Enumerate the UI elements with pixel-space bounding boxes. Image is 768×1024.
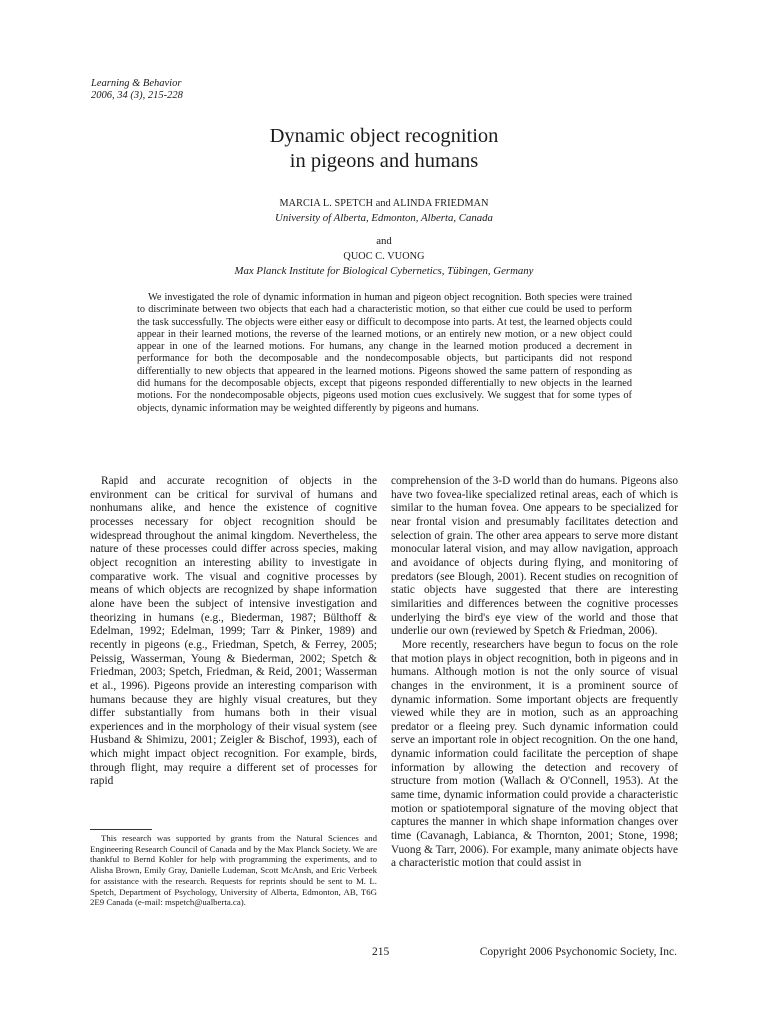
body-paragraph: Rapid and accurate recognition of objects in the environment can be critical for survival of humans and nonhumans alike, and hence the existence of cognitive processes necessary for object recognition should be widespread throughout the animal kingdom. Nevertheless, the nature of these processes could differ across species, making object recognition an interesting ability to investigate in comparative work. The visual and cognitive processes by means of which objects are recognized by shape information alone have been the subject of intensive investigation and theorizing in humans (e.g., Biederman, 1987; Bülthoff & Edelman, 1992; Edelman, 1999; Tarr & Pinker, 1989) and recently in pigeons (e.g., Friedman, Spetch, & Ferrey, 2005; Peissig, Wasserman, Young & Biederman, 2002; Spetch & Friedman, 2003; Spetch, Friedman, & Reid, 2001; Wasserman et al., 1996). Pigeons provide an interesting comparison with humans because they are highly visual creatures, but they differ substantially from humans both in their visual experiences and in the morphology of their visual system (see Husband & Shimizu, 2001; Zeigler & Bischof, 1993), each of which might impact object recognition. For example, birds, through flight, may require a different set of processes for rapid <box>90 475 377 788</box>
body-paragraph: More recently, researchers have begun to focus on the role that motion plays in object recognition, both in pigeons and in humans. Although motion is not the only source of visual changes in the environment, it is a prominent source of dynamic information. Some important objects are frequently viewed while they are in motion, such as an approaching predator or a fleeing prey. Such dynamic information could serve an important role in object recognition. On the one hand, dynamic information could facilitate the perception of shape information by allowing the detection and recovery of structure from motion (Wallach & O'Connell, 1953). At the same time, dynamic information could provide a characteristic motion or spatiotemporal signature of the moving object that captures the manner in which shape information changes over time (Cavanagh, Labianca, & Thornton, 2001; Stone, 1998; Vuong & Tarr, 2006). For example, many animate objects have a characteristic motion that could assist in <box>391 638 678 870</box>
title-line-1: Dynamic object recognition <box>269 125 499 147</box>
author-names-2: QUOC C. VUONG <box>343 251 425 262</box>
copyright-notice: Copyright 2006 Psychonomic Society, Inc. <box>479 946 677 958</box>
body-column-right <box>391 475 678 871</box>
journal-name: Learning & Behavior <box>91 78 182 89</box>
footnote <box>90 833 377 908</box>
footnote-divider <box>90 829 152 830</box>
author-affiliation-1: University of Alberta, Edmonton, Alberta, Canada <box>275 212 493 224</box>
page-number: 215 <box>372 946 390 958</box>
abstract <box>137 292 632 415</box>
body-column-left <box>90 475 377 789</box>
author-names-1: MARCIA L. SPETCH and ALINDA FRIEDMAN <box>279 198 489 209</box>
volume-pages: 2006, 34 (3), 215-228 <box>91 90 183 101</box>
body-paragraph-continued: comprehension of the 3-D world than do humans. Pigeons also have two fovea-like specialized retinal areas, each of which is similar to the human fovea. One appears to be specialized for near frontal vision and presumably facilitates detection and selection of grain. The other area appears to serve more distant monocular lateral vision, and may allow navigation, approach and avoidance of objects during flying, and monitoring of predators (see Blough, 2001). Recent studies on recognition of static objects have suggested that there are interesting similarities and differences between the cognitive processes underlying the bird's eye view of the world and those that underlie our own (reviewed by Spetch & Friedman, 2006). <box>391 475 678 638</box>
footnote-text: This research was supported by grants from the Natural Sciences and Engineering Research Council of Canada and by the Max Planck Society. We are thankful to Bernd Kohler for help with programming the experiments, and to Alisha Brown, Emily Gray, Danielle Ludeman, Scott McAnsh, and Eric Verbeek for assistance with the research. Requests for reprints should be sent to M. L. Spetch, Department of Psychology, University of Alberta, Edmonton, AB, T6G 2E9 Canada (e-mail: mspetch@ualberta.ca). <box>90 833 377 908</box>
title-line-2: in pigeons and humans <box>289 150 479 172</box>
abstract-text: We investigated the role of dynamic information in human and pigeon object recognition. Both species were trained to discriminate between two objects that each had a characteristic motion, so that either cue could be used to perform the task successfully. The objects were either easy or difficult to decompose into parts. At test, the learned objects could appear in their learned motions, the reverse of the learned motions, or an entirely new motion, or a new object could appear in one of the learned motions. For humans, any change in the learned motion produced a decrement in performance for both the decomposable and the nondecomposable objects, but participants did not respond differentially to new objects that appeared in the learned motions. Pigeons showed the same pattern of responding as did humans for the decomposable objects, except that pigeons responded differentially to new objects in the learned motions. For the nondecomposable objects, pigeons used motion cues exclusively. We suggest that for some types of objects, dynamic information may be weighted differently by pigeons and humans. <box>137 292 632 414</box>
article-title <box>0 124 768 174</box>
author-conjunction: and <box>376 235 392 247</box>
journal-citation <box>91 78 183 102</box>
author-affiliation-2: Max Planck Institute for Biological Cybernetics, Tübingen, Germany <box>234 265 534 277</box>
